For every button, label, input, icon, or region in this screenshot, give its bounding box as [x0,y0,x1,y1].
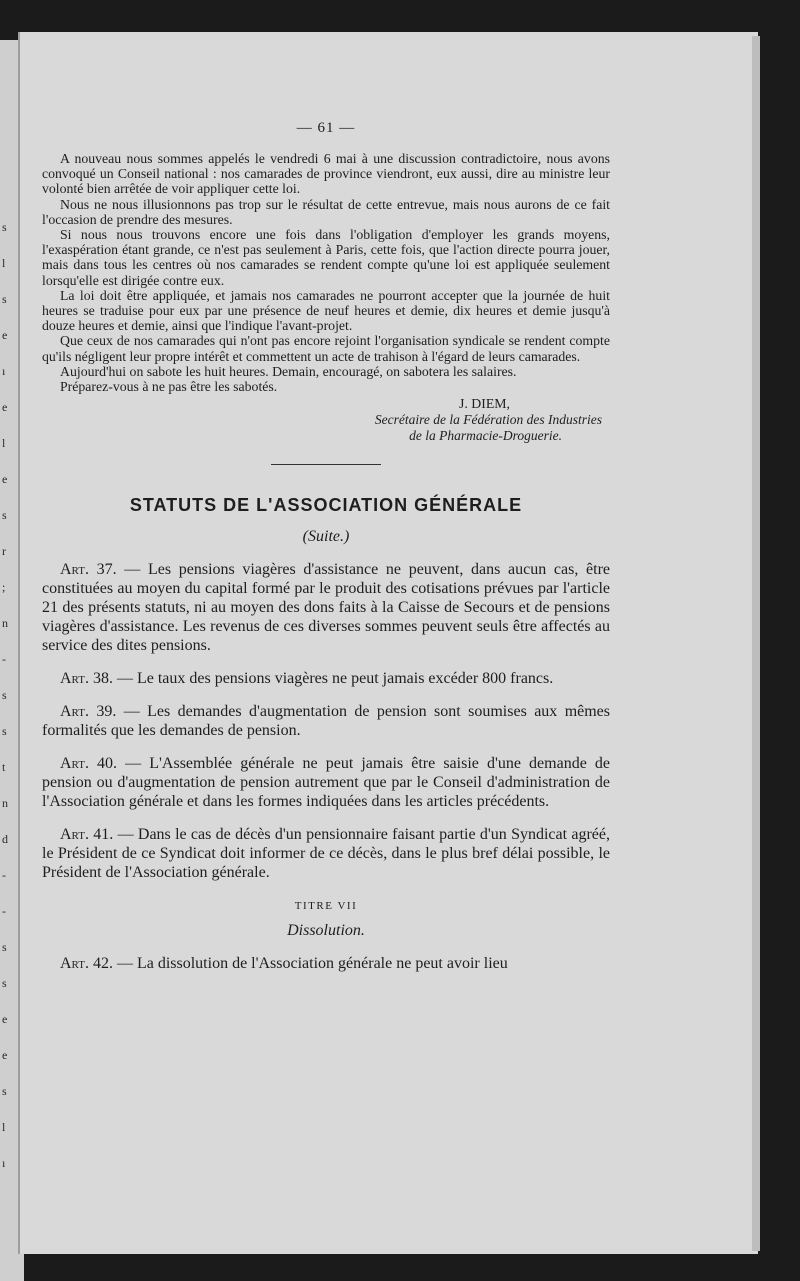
letter-paragraph: Que ceux de nos camarades qui n'ont pas encore rejoint l'organisation syndicale se rendent compte qu'ils négligent leur propre intérêt et commettent un acte de trahison à l'égard de leurs camarades. [42,333,610,364]
margin-fragment: n [2,796,8,810]
section-subtitle: (Suite.) [302,528,350,546]
article-label: Art. 38. [60,670,113,688]
margin-fragment: e [2,472,8,486]
margin-fragment: l [2,256,6,270]
article-text: — Les demandes d'augmentation de pension sont soumises aux mêmes formalités que les demandes de pension. [42,703,611,740]
article-label: Art. 39. [60,703,117,721]
page-number: — 61 — [296,120,356,136]
margin-fragment: l [2,436,6,450]
article-text: — Le taux des pensions viagères ne peut jamais excéder 800 francs. [112,670,554,688]
page-content [42,120,610,987]
margin-fragment: ı [2,364,6,378]
article-38 [42,669,610,688]
section-heading: STATUTS DE L'ASSOCIATION GÉNÉRALE [129,495,523,516]
margin-fragment: - [2,868,6,882]
margin-fragment: d [2,832,8,846]
signature-name: J. DIEM, [459,396,510,412]
article-label: Art. 37. [60,561,117,579]
article-text: — La dissolution de l'Association générale ne peut avoir lieu [112,955,508,973]
margin-fragment: e [2,1048,8,1062]
margin-fragment: s [2,724,7,738]
margin-fragment: s [2,220,7,234]
margin-fragment: n [2,616,8,630]
margin-fragment: e [2,1012,8,1026]
article-42 [42,954,610,973]
page-edge-shadow [752,36,760,1251]
margin-fragment: s [2,1084,7,1098]
article-41 [42,825,610,882]
margin-fragment: ı [2,1156,6,1170]
margin-fragment: e [2,328,8,342]
article-40 [42,754,610,811]
margin-fragment: s [2,688,7,702]
margin-fragment: l [2,1120,6,1134]
margin-fragment: s [2,508,7,522]
letter-paragraph: Nous ne nous illusionnons pas trop sur le résultat de cette entrevue, mais nous aurons de ce fait l'occasion de prendre des mesures. [42,196,610,227]
letter-paragraph: Aujourd'hui on sabote les huit heures. Demain, encouragé, on sabotera les salaires. [60,363,517,379]
letter-paragraph: Préparez-vous à ne pas être les sabotés. [60,379,278,395]
letter-paragraph: Si nous nous trouvons encore une fois dans l'obligation d'employer les grands moyens, l'exaspération étant grande, ce n'est pas seulement à Paris, cette fois, que l'action directe pourra jouer, mais dans tous les centres où nos camarades se rendent compte qu'une loi est appliquée seulement lorsqu'elle est dirigée contre eux. [42,227,610,288]
margin-fragment: r [2,544,6,558]
margin-fragment: s [2,976,7,990]
article-label: Art. 40. [60,755,118,773]
margin-fragment: s [2,940,7,954]
article-text: — Les pensions viagères d'assistance ne peuvent, dans aucun cas, être constituées au moyen du capital formé par le produit des cotisations prévues par l'article 21 des présents statuts, ni au moyen des dons faits à la Caisse de Secours et de pensions viagères d'assistance. Les revenus de ces diverses sommes peuvent seuls être affectés au service des dites pensions. [42,561,610,655]
dissolution-heading: Dissolution. [287,922,365,940]
margin-fragment: t [2,760,6,774]
margin-fragment: s [2,292,7,306]
section-divider [271,464,381,465]
article-label: Art. 42. [60,955,113,973]
article-37 [42,560,610,655]
margin-fragment: - [2,652,6,666]
article-39 [42,702,610,740]
article-text: — L'Assemblée générale ne peut jamais être saisie d'une demande de pension ou d'augmentation de pension autrement que par le Conseil d'administration de l'Association générale et dans les formes indiquées dans les articles précédents. [42,755,611,811]
titre-heading: TITRE VII [294,900,358,913]
article-label: Art. 41. [60,826,114,844]
letter-paragraph: A nouveau nous sommes appelés le vendredi 6 mai à une discussion contradictoire, nous avons convoqué un Conseil national : nos camarades de province viendront, eux aussi, dire au ministre leur volonté bien arrêtée de voir appliquer cette loi. [42,151,610,197]
signature-title-line2: de la Pharmacie-Droguerie. [409,428,562,444]
margin-fragment: - [2,904,6,918]
margin-fragment: e [2,400,8,414]
article-text: — Dans le cas de décès d'un pensionnaire faisant partie d'un Syndicat agréé, le Président de ce Syndicat doit informer de ce décès, dans le plus bref délai possible, le Président de l'Association générale. [42,826,611,882]
margin-fragment: ; [2,580,6,594]
letter-body [42,151,610,444]
letter-paragraph: La loi doit être appliquée, et jamais nos camarades ne pourront accepter que la journée de huit heures se traduise pour eux par une présence de neuf heures et demie, dix heures et demie jusqu'à douze heures et demie, ainsi que l'indique l'avant-projet. [42,287,610,334]
signature-title: Secrétaire de la Fédération des Industries [374,412,602,428]
